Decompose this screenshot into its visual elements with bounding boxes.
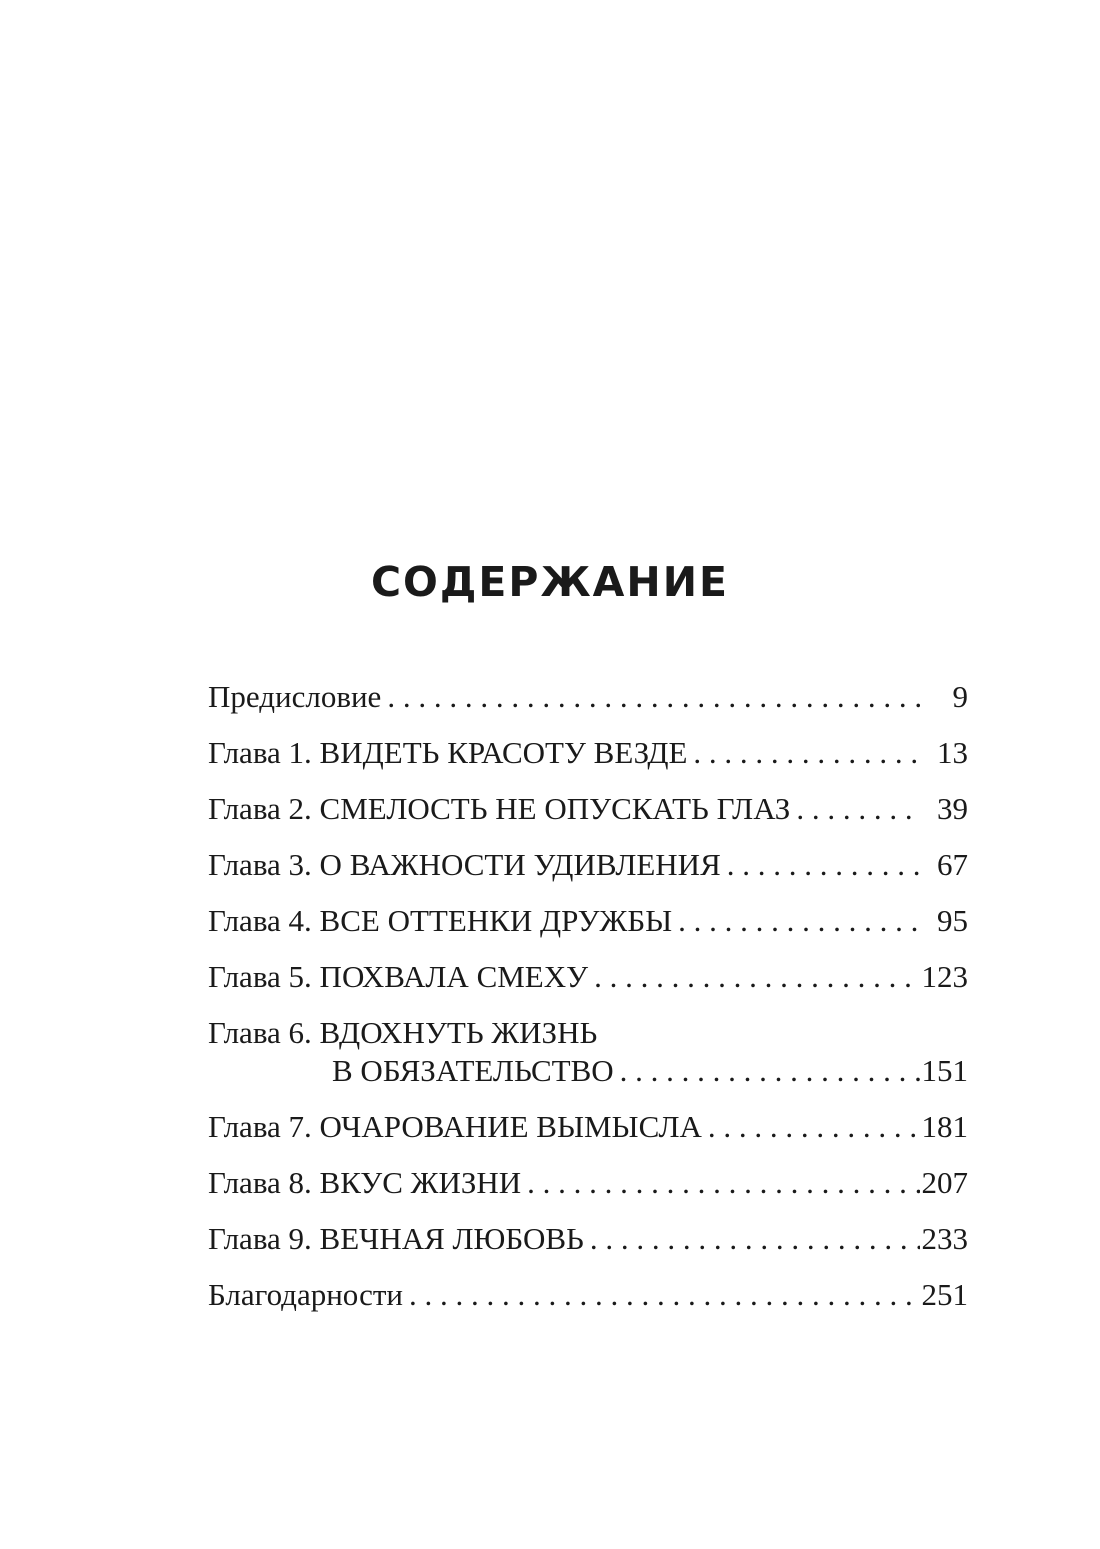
toc-entry-chapter-2 xyxy=(208,772,968,828)
toc-page-number: 181 xyxy=(921,1109,968,1144)
toc-entry-chapter-3 xyxy=(208,828,968,884)
toc-entry-label: Глава 7. ОЧАРОВАНИЕ ВЫМЫСЛА xyxy=(208,1109,702,1144)
toc-entry-label: Предисловие xyxy=(208,679,382,714)
dot-leader xyxy=(521,1164,920,1202)
toc-page-number: 123 xyxy=(921,959,968,994)
toc-entry-chapter-1 xyxy=(208,716,968,772)
toc-page-number: 67 xyxy=(937,847,968,882)
toc-entry-label: Благодарности xyxy=(208,1277,403,1312)
toc-page-number: 39 xyxy=(937,791,968,826)
dot-leader xyxy=(584,1220,920,1258)
toc-entry-preface xyxy=(208,660,968,716)
toc-page-number: 233 xyxy=(921,1221,968,1256)
toc-entry-chapter-5 xyxy=(208,940,968,996)
toc-page-number: 13 xyxy=(937,735,968,770)
dot-leader xyxy=(614,1052,920,1090)
dot-leader xyxy=(721,846,920,884)
dot-leader xyxy=(790,790,920,828)
toc-page-number: 207 xyxy=(921,1165,968,1200)
table-of-contents xyxy=(208,660,968,1314)
toc-page-number: 95 xyxy=(937,903,968,938)
toc-entry-label: Глава 2. СМЕЛОСТЬ НЕ ОПУСКАТЬ ГЛАЗ xyxy=(208,791,791,826)
toc-entry-chapter-8 xyxy=(208,1146,968,1202)
toc-entry-label-line-2: В ОБЯЗАТЕЛЬСТВО xyxy=(332,1053,614,1088)
toc-entry-label: Глава 4. ВСЕ ОТТЕНКИ ДРУЖБЫ xyxy=(208,903,673,938)
toc-entry-chapter-4 xyxy=(208,884,968,940)
dot-leader xyxy=(381,678,920,716)
toc-entry-label xyxy=(208,1014,614,1090)
dot-leader xyxy=(702,1108,920,1146)
dot-leader xyxy=(672,902,920,940)
toc-entry-label: Глава 9. ВЕЧНАЯ ЛЮБОВЬ xyxy=(208,1221,584,1256)
toc-entry-chapter-7 xyxy=(208,1090,968,1146)
dot-leader xyxy=(403,1276,920,1314)
toc-entry-label: Глава 5. ПОХВАЛА СМЕХУ xyxy=(208,959,589,994)
toc-page-number: 151 xyxy=(921,1053,968,1088)
toc-page-number: 9 xyxy=(952,679,968,714)
toc-page-number: 251 xyxy=(921,1277,968,1312)
toc-entry-acknowledgements xyxy=(208,1258,968,1314)
toc-entry-label-line-1: Глава 6. ВДОХНУТЬ ЖИЗНЬ xyxy=(208,1015,598,1050)
toc-entry-label: Глава 8. ВКУС ЖИЗНИ xyxy=(208,1165,522,1200)
toc-entry-label: Глава 3. О ВАЖНОСТИ УДИВЛЕНИЯ xyxy=(208,847,721,882)
toc-entry-chapter-6 xyxy=(208,996,968,1090)
dot-leader xyxy=(687,734,920,772)
toc-entry-chapter-9 xyxy=(208,1202,968,1258)
toc-entry-label: Глава 1. ВИДЕТЬ КРАСОТУ ВЕЗДЕ xyxy=(208,735,688,770)
page-title: СОДЕРЖАНИЕ xyxy=(370,558,730,606)
dot-leader xyxy=(588,958,920,996)
